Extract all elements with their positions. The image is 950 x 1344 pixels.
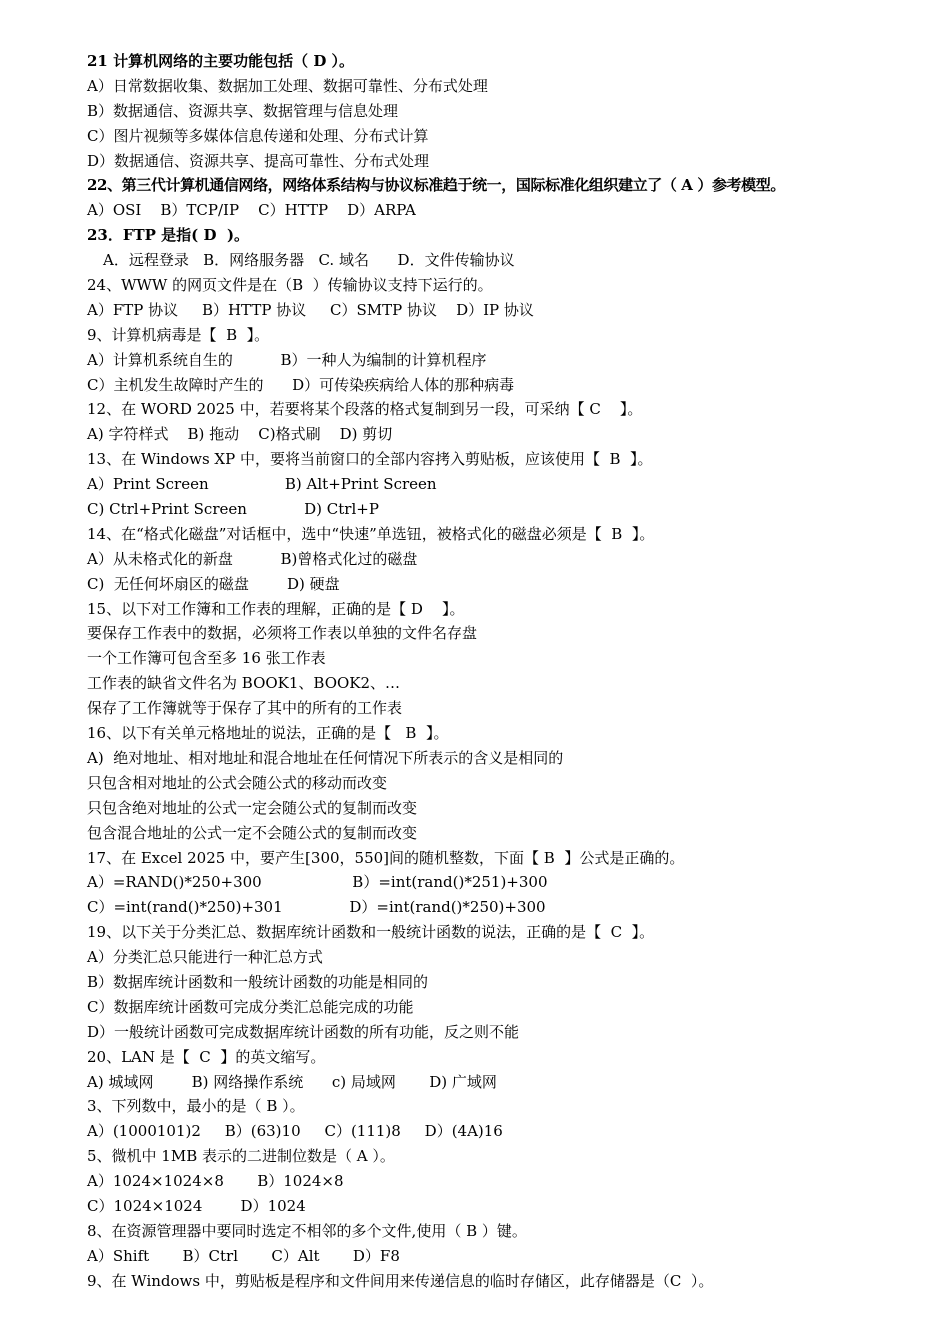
question-24: 24、WWW 的网页文件是在（B ）传输协议支持下运行的。 <box>87 276 493 295</box>
q19-option-c: C）数据库统计函数可完成分类汇总能完成的功能 <box>87 997 414 1016</box>
q15-option-2: 一个工作簿可包含至多 16 张工作表 <box>87 649 326 668</box>
q8-options: A）Shift B）Ctrl C）Alt D）F8 <box>87 1246 400 1265</box>
question-12: 12、在 WORD 2025 中，若要将某个段落的格式复制到另一段，可采纳【 C 】。 <box>87 400 643 419</box>
q15-option-4: 保存了工作簿就等于保存了其中的所有的工作表 <box>87 699 403 718</box>
question-15: 15、以下对工作簿和工作表的理解，正确的是【 D 】。 <box>87 599 465 618</box>
q17-options-ab: A）=RAND()*250+300 B）=int(rand()*251)+300 <box>87 873 548 892</box>
question-20: 20、LAN 是【 C 】的英文缩写。 <box>87 1047 326 1066</box>
q3-options: A）(1000101)2 B）(63)10 C）(111)8 D）(4A)16 <box>87 1122 503 1141</box>
question-14: 14、在“格式化磁盘”对话框中，选中“快速”单选钮，被格式化的磁盘必须是【 B 】。 <box>87 524 655 543</box>
question-5: 5、微机中 1MB 表示的二进制位数是（ A ）。 <box>87 1147 395 1166</box>
q23-options: A．远程登录 B．网络服务器 C. 域名 D．文件传输协议 <box>103 251 515 270</box>
q16-option-2: 只包含相对地址的公式会随公式的移动而改变 <box>87 773 388 792</box>
q14-options-cd: C) 无任何坏扇区的磁盘 D) 硬盘 <box>87 574 340 593</box>
question-9: 9、计算机病毒是【 B 】。 <box>87 325 270 344</box>
q19-option-b: B）数据库统计函数和一般统计函数的功能是相同的 <box>87 972 429 991</box>
question-21: 21 计算机网络的主要功能包括（ D ）。 <box>87 52 355 70</box>
q22-options: A）OSI B）TCP/IP C）HTTP D）ARPA <box>87 201 416 220</box>
q15-option-1: 要保存工作表中的数据，必须将工作表以单独的文件名存盘 <box>87 624 478 643</box>
q9-options-ab: A）计算机系统自生的 B）一种人为编制的计算机程序 <box>87 350 487 369</box>
q20-options: A) 城域网 B) 网络操作系统 c) 局域网 D) 广域网 <box>87 1072 497 1091</box>
q5-options-cd: C）1024×1024 D）1024 <box>87 1196 306 1215</box>
question-19: 19、以下关于分类汇总、数据库统计函数和一般统计函数的说法，正确的是【 C 】。 <box>87 923 655 942</box>
q9-options-cd: C）主机发生故障时产生的 D）可传染疾病给人体的那种病毒 <box>87 375 515 394</box>
question-13: 13、在 Windows XP 中，要将当前窗口的全部内容拷入剪贴板，应该使用【 B 】。 <box>87 450 653 469</box>
question-9b: 9、在 Windows 中，剪贴板是程序和文件间用来传递信息的临时存储区，此存储器是（C ）。 <box>87 1271 714 1290</box>
q19-option-a: A）分类汇总只能进行一种汇总方式 <box>87 948 323 967</box>
question-8: 8、在资源管理器中要同时选定不相邻的多个文件,使用（ B ）键。 <box>87 1221 527 1240</box>
q16-option-3: 只包含绝对地址的公式一定会随公式的复制而改变 <box>87 798 418 817</box>
q21-option-a: A）日常数据收集、数据加工处理、数据可靠性、分布式处理 <box>87 76 488 95</box>
q5-options-ab: A）1024×1024×8 B）1024×8 <box>87 1172 344 1191</box>
q17-options-cd: C）=int(rand()*250)+301 D）=int(rand()*250)+300 <box>87 898 546 917</box>
question-23: 23．FTP 是指( D )。 <box>87 226 250 245</box>
q21-option-b: B）数据通信、资源共享、数据管理与信息处理 <box>87 101 399 120</box>
question-list <box>87 49 917 1294</box>
q16-option-4: 包含混合地址的公式一定不会随公式的复制而改变 <box>87 823 418 842</box>
question-16: 16、以下有关单元格地址的说法，正确的是【 B 】。 <box>87 724 449 743</box>
q12-options: A) 字符样式 B) 拖动 C)格式刷 D) 剪切 <box>87 425 393 444</box>
q14-options-ab: A）从未格式化的新盘 B)曾格式化过的磁盘 <box>87 549 418 568</box>
question-22: 22、第三代计算机通信网络，网络体系结构与协议标准趋于统一，国际标准化组织建立了（ A ）参考模型。 <box>87 176 785 195</box>
question-17: 17、在 Excel 2025 中，要产生[300，550]间的随机整数，下面【 B 】公式是正确的。 <box>87 848 685 867</box>
q16-option-a: A) 绝对地址、相对地址和混合地址在任何情况下所表示的含义是相同的 <box>87 748 564 767</box>
q19-option-d: D）一般统计函数可完成数据库统计函数的所有功能，反之则不能 <box>87 1022 520 1041</box>
q21-option-d: D）数据通信、资源共享、提高可靠性、分布式处理 <box>87 151 430 170</box>
question-3: 3、下列数中，最小的是（ B ）。 <box>87 1097 305 1116</box>
q24-options: A）FTP 协议 B）HTTP 协议 C）SMTP 协议 D）IP 协议 <box>87 300 534 319</box>
q13-options-cd: C) Ctrl+Print Screen D) Ctrl+P <box>87 500 379 519</box>
q21-option-c: C）图片视频等多媒体信息传递和处理、分布式计算 <box>87 126 429 145</box>
q13-options-ab: A）Print Screen B) Alt+Print Screen <box>87 475 437 494</box>
q15-option-3: 工作表的缺省文件名为 BOOK1、BOOK2、… <box>87 674 401 693</box>
